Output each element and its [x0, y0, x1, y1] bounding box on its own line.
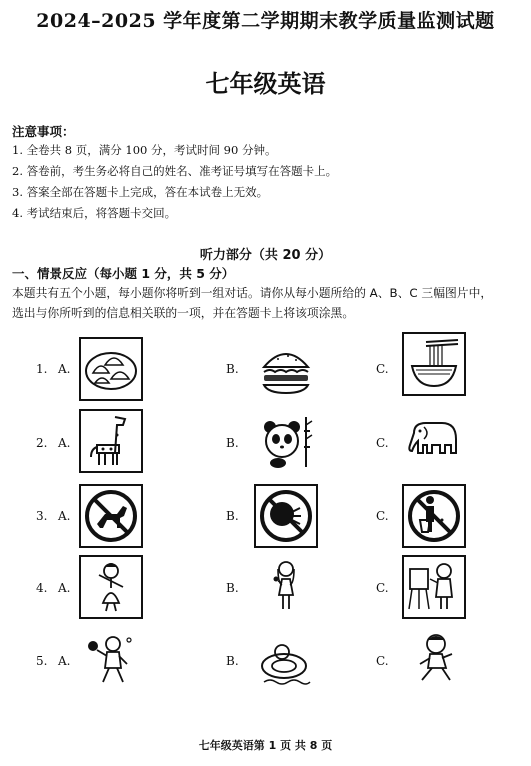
option-label: C. — [376, 436, 389, 450]
question-number: 4. — [36, 581, 48, 595]
boy-running-icon[interactable] — [402, 628, 466, 692]
girl-dancing-icon[interactable] — [79, 555, 143, 619]
option-label: B. — [226, 362, 239, 376]
no-dogs-icon[interactable] — [79, 484, 143, 548]
question-number: 1. — [36, 362, 48, 376]
note-item: 4. 考试结束后，将答题卡交回。 — [12, 206, 177, 220]
giraffe-icon[interactable] — [79, 409, 143, 473]
note-item: 2. 答卷前，考生务必将自己的姓名、准考证号填写在答题卡上。 — [12, 164, 338, 178]
hamburger-icon[interactable] — [254, 337, 318, 401]
page-footer: 七年级英语第 1 页 共 8 页 — [198, 739, 333, 752]
option-label: A. — [58, 436, 71, 450]
no-littering-icon[interactable] — [402, 484, 466, 548]
exam-subject: 七年级英语 — [205, 70, 326, 98]
option-label: A. — [58, 654, 71, 668]
note-item: 1. 全卷共 8 页，满分 100 分，考试时间 90 分钟。 — [12, 143, 277, 157]
dumplings-icon[interactable] — [79, 337, 143, 401]
option-label: C. — [376, 362, 389, 376]
part1-heading: 一、情景反应（每小题 1 分，共 5 分） — [12, 266, 235, 281]
question-number: 5. — [36, 654, 48, 668]
option-label: A. — [58, 509, 71, 523]
instruction-line: 选出与你所听到的信息相关联的一项，并在答题卡上将该项涂黑。 — [12, 306, 355, 320]
option-label: A. — [58, 581, 71, 595]
option-label: B. — [226, 509, 239, 523]
listening-heading: 听力部分（共 20 分） — [199, 248, 332, 263]
boy-ping-pong-icon[interactable] — [79, 628, 143, 692]
boy-swimming-icon[interactable] — [254, 628, 318, 692]
instruction-line: 本题共有五个小题，每小题你将听到一组对话。请你从每小题所给的 A、B、C 三幅图片中， — [12, 286, 493, 300]
note-item: 3. 答案全部在答题卡上完成，答在本试卷上无效。 — [12, 185, 269, 199]
no-shouting-icon[interactable] — [254, 484, 318, 548]
option-label: B. — [226, 581, 239, 595]
exam-title: 2024–2025 学年度第二学期期末教学质量监测试题 — [36, 10, 495, 32]
panda-icon[interactable] — [254, 409, 318, 473]
option-label: B. — [226, 436, 239, 450]
girl-singing-icon[interactable] — [254, 555, 318, 619]
option-label: B. — [226, 654, 239, 668]
girl-painting-icon[interactable] — [402, 555, 466, 619]
option-label: C. — [376, 581, 389, 595]
option-label: C. — [376, 654, 389, 668]
question-number: 2. — [36, 436, 48, 450]
option-label: C. — [376, 509, 389, 523]
notes-heading: 注意事项： — [12, 124, 75, 139]
option-label: A. — [58, 362, 71, 376]
elephant-icon[interactable] — [402, 409, 466, 473]
question-number: 3. — [36, 509, 48, 523]
noodles-icon[interactable] — [402, 332, 466, 396]
